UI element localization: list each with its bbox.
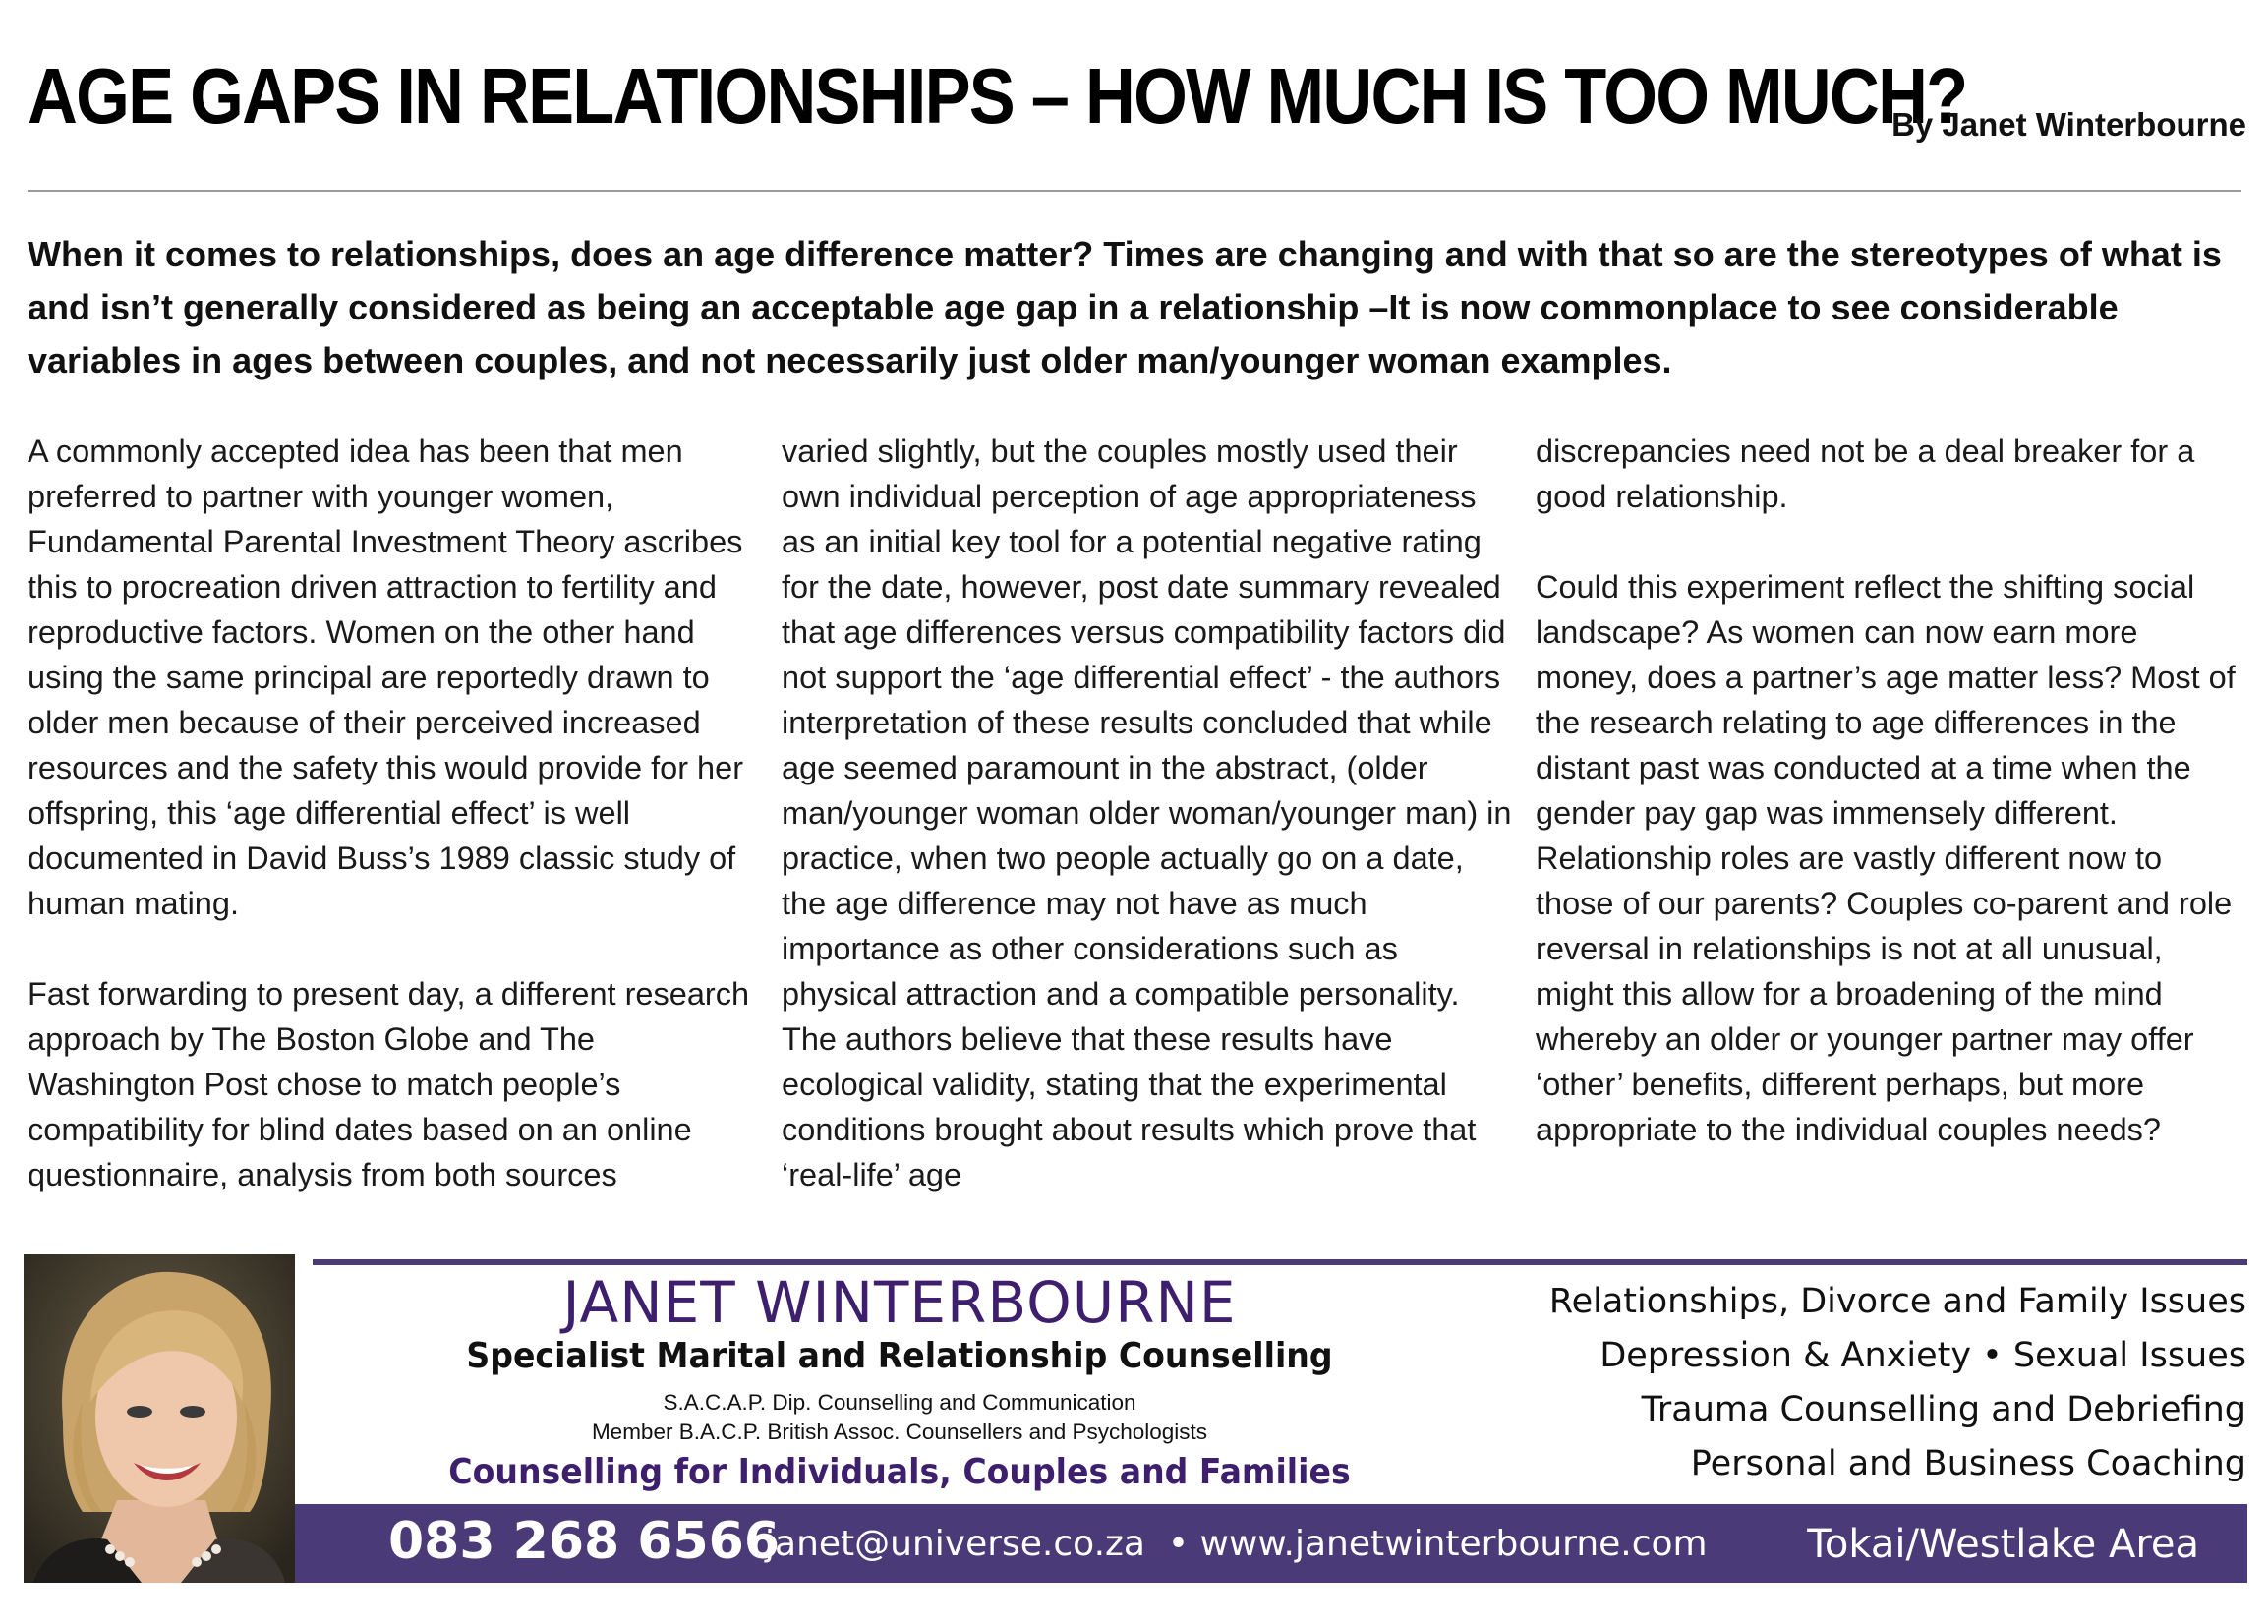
service-item: Relationships, Divorce and Family Issues bbox=[1548, 1282, 2246, 1321]
service-item: Depression & Anxiety • Sexual Issues bbox=[1599, 1336, 2246, 1375]
paragraph: varied slightly, but the couples mostly used their own individual perception of age appropriateness as an initial key tool for a potential negative rating for the date, however, post date summary revealed that age differences versus compatibility factors did not support the ‘age differential effect’ - the authors interpretation of these results concluded that while age seemed paramount in the abstract, (older man/younger woman older woman/younger man) in practice, when two people actually go on a date, the age difference may not have as much importance as other considerations such as physical attraction and a compatible personality. The authors believe that these results have ecological validity, stating that the experimental conditions brought about results which prove that ‘real-life’ age bbox=[782, 434, 1512, 1192]
email-and-website: janet@universe.co.za • www.janetwinterbourne.com bbox=[765, 1524, 1708, 1564]
service-area: Tokai/Westlake Area bbox=[1807, 1522, 2199, 1567]
service-item: Personal and Business Coaching bbox=[1690, 1444, 2246, 1483]
services-list bbox=[1480, 1275, 2246, 1491]
headline: AGE GAPS IN RELATIONSHIPS – HOW MUCH IS TOO MUCH? bbox=[28, 52, 1967, 140]
divider bbox=[28, 190, 2241, 192]
tagline: Counselling for Individuals, Couples and Families bbox=[448, 1452, 1351, 1492]
paragraph: discrepancies need not be a deal breaker for a good relationship. bbox=[1536, 434, 2195, 514]
column-3 bbox=[1536, 429, 2243, 1152]
service-item: Trauma Counselling and Debriefing bbox=[1641, 1390, 2246, 1429]
paragraph: Fast forwarding to present day, a different research approach by The Boston Globe and The Washington Post chose to match people’s compatibility for blind dates based on an online questionnaire, analysis from both sources bbox=[28, 976, 750, 1192]
byline: By Janet Winterbourne bbox=[1891, 106, 2246, 143]
intro-paragraph: When it comes to relationships, does an age difference matter? Times are changing and with that so are the stereotypes of what is and isn’t generally considered as being an acceptable age gap in a relationship –It is now commonplace to see considerable variables in ages between couples, and not necessarily just older man/younger woman examples. bbox=[28, 234, 2222, 380]
paragraph: Could this experiment reflect the shifting social landscape? As women can now earn more money, does a partner’s age matter less? Most of the research relating to age differences in the distant past was conducted at a time when the gender pay gap was immensely different. Relationship roles are vastly different now to those of our parents? Couples co-parent and role reversal in relationships is not at all unusual, might this allow for a broadening of the mind whereby an older or younger partner may offer ‘other’ benefits, different perhaps, but more appropriate to the individual couples needs? bbox=[1536, 569, 2236, 1147]
portrait-photo bbox=[24, 1254, 295, 1583]
portrait-illustration bbox=[24, 1254, 295, 1583]
column-1 bbox=[28, 429, 760, 1197]
credential: Member B.A.C.P. British Assoc. Counsellers and Psychologists bbox=[591, 1420, 1208, 1444]
counsellor-name: JANET WINTERBOURNE bbox=[562, 1269, 1237, 1336]
credential: S.A.C.A.P. Dip. Counselling and Communication bbox=[663, 1390, 1136, 1415]
paragraph: A commonly accepted idea has been that men preferred to partner with younger women, Fundamental Parental Investment Theory ascribes this to procreation driven attraction to fertility and reproductive factors. Women on the other hand using the same principal are reportedly drawn to older men because of their perceived increased resources and the safety this would provide for her offspring, this ‘age differential effect’ is well documented in David Buss’s 1989 classic study of human mating. bbox=[28, 434, 744, 921]
specialty: Specialist Marital and Relationship Counselling bbox=[466, 1336, 1333, 1376]
ad-top-bar bbox=[313, 1259, 2247, 1265]
phone-number: 083 268 6566 bbox=[388, 1512, 781, 1571]
column-2 bbox=[782, 429, 1514, 1197]
